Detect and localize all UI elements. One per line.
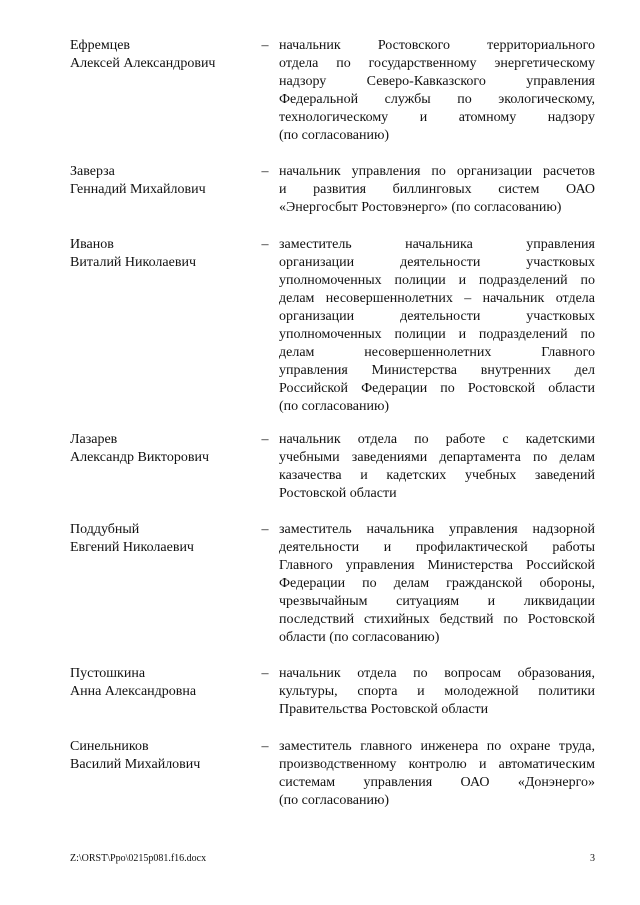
role-line: заместитель начальника управления надзорной — [279, 522, 595, 537]
member-role — [279, 431, 595, 503]
dash-separator: – — [261, 38, 269, 53]
role-line: чрезвычайным ситуациям и ликвидации — [279, 594, 595, 609]
role-line: последствий стихийных бедствий по Ростовской — [279, 612, 595, 627]
role-line: деятельности и профилактической работы — [279, 540, 595, 555]
surname: Иванов — [70, 237, 114, 252]
role-line: уполномоченных полиции и подразделений по — [279, 273, 595, 288]
role-line: организации деятельности участковых — [279, 309, 595, 324]
role-line: и развития биллинговых систем ОАО — [279, 182, 595, 197]
dash-separator: – — [261, 739, 269, 754]
role-line: (по согласованию) — [279, 399, 390, 414]
role-line: надзору Северо-Кавказского управления — [279, 74, 595, 89]
member-name — [70, 236, 255, 272]
member-name — [70, 163, 255, 199]
role-line: Ростовской области — [279, 486, 397, 501]
given-names: Алексей Александрович — [70, 56, 216, 71]
role-line: «Энергосбыт Ростовэнерго» (по согласованию) — [279, 200, 562, 215]
member-name — [70, 521, 255, 557]
page-number: 3 — [590, 853, 595, 864]
dash-separator: – — [261, 666, 269, 681]
role-line: Правительства Ростовской области — [279, 702, 489, 717]
surname: Заверза — [70, 164, 115, 179]
role-line: организации деятельности участковых — [279, 255, 595, 270]
role-line: отдела по государственному энергетическому — [279, 56, 595, 71]
member-name — [70, 37, 255, 73]
role-line: Федерации по делам гражданской обороны, — [279, 576, 595, 591]
member-role — [279, 37, 595, 145]
given-names: Геннадий Михайлович — [70, 182, 206, 197]
given-names: Анна Александровна — [70, 684, 197, 699]
role-line: заместитель начальника управления — [279, 237, 595, 252]
member-role — [279, 665, 595, 719]
role-line: начальник отдела по вопросам образования, — [279, 666, 595, 681]
surname: Поддубный — [70, 522, 140, 537]
role-line: начальник управления по организации расчетов — [279, 164, 595, 179]
role-line: учебными заведениями департамента по делам — [279, 450, 595, 465]
surname: Ефремцев — [70, 38, 131, 53]
surname: Пустошкина — [70, 666, 146, 681]
given-names: Виталий Николаевич — [70, 255, 196, 270]
role-line: управления Министерства внутренних дел — [279, 363, 595, 378]
role-line: заместитель главного инженера по охране труда, — [279, 739, 595, 754]
role-line: технологическому и атомному надзору — [279, 110, 595, 125]
role-line: (по согласованию) — [279, 793, 390, 808]
role-line: уполномоченных полиции и подразделений по — [279, 327, 595, 342]
role-line: начальник Ростовского территориального — [279, 38, 595, 53]
role-line: (по согласованию) — [279, 128, 390, 143]
dash-separator: – — [261, 432, 269, 447]
role-line: культуры, спорта и молодежной политики — [279, 684, 595, 699]
given-names: Василий Михайлович — [70, 757, 201, 772]
role-line: Главного управления Министерства Российской — [279, 558, 595, 573]
surname: Синельников — [70, 739, 149, 754]
member-role — [279, 738, 595, 810]
role-line: производственному контролю и автоматическим — [279, 757, 595, 772]
role-line: начальник отдела по работе с кадетскими — [279, 432, 595, 447]
role-line: Федеральной службы по экологическому, — [279, 92, 595, 107]
dash-separator: – — [261, 522, 269, 537]
role-line: делам несовершеннолетних – начальник отдела — [279, 291, 595, 306]
role-line: системам управления ОАО «Донэнерго» — [279, 775, 595, 790]
member-name — [70, 738, 255, 774]
role-line: Российской Федерации по Ростовской области — [279, 381, 595, 396]
given-names: Евгений Николаевич — [70, 540, 194, 555]
member-role — [279, 236, 595, 416]
file-path: Z:\ORST\Ppo\0215p081.f16.docx — [70, 853, 207, 864]
dash-separator: – — [261, 237, 269, 252]
role-line: области (по согласованию) — [279, 630, 440, 645]
member-role — [279, 163, 595, 217]
role-line: делам несовершеннолетних Главного — [279, 345, 595, 360]
surname: Лазарев — [70, 432, 118, 447]
member-name — [70, 431, 255, 467]
given-names: Александр Викторович — [70, 450, 210, 465]
member-role — [279, 521, 595, 647]
dash-separator: – — [261, 164, 269, 179]
role-line: казачества и кадетских учебных заведений — [279, 468, 595, 483]
member-name — [70, 665, 255, 701]
